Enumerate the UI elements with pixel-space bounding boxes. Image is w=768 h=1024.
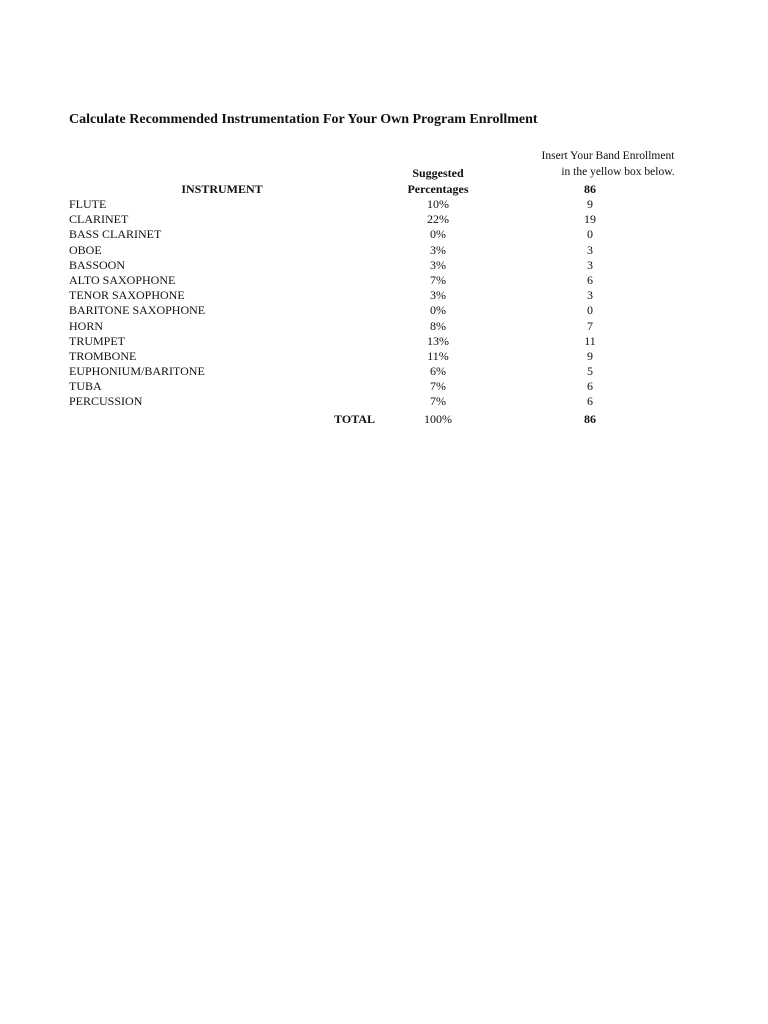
recommended-count: 9 [587,348,593,363]
total-label: TOTAL [334,412,375,426]
percentages-header: Percentages [407,182,469,196]
suggested-percentage: 3% [430,242,446,257]
table-row [0,394,768,409]
recommended-count: 0 [587,303,593,318]
instrument-name: OBOE [69,242,102,257]
table-row [0,364,768,379]
table-row [0,258,768,273]
instrument-name: TROMBONE [69,348,137,363]
page-title: Calculate Recommended Instrumentation For Your Own Program Enrollment [69,112,538,127]
suggested-percentage: 0% [430,227,446,242]
recommended-count: 7 [587,318,593,333]
table-row [0,349,768,364]
suggested-percentage: 8% [430,318,446,333]
total-count: 86 [584,412,596,426]
suggested-percentage: 7% [430,379,446,394]
table-row [0,197,768,212]
suggested-percentage: 7% [430,394,446,409]
table-row [0,227,768,242]
total-percentage: 100% [424,412,452,426]
table-row [0,288,768,303]
suggested-percentage: 3% [430,288,446,303]
instrument-table [0,197,768,410]
enrollment-note-line2: in the yellow box below. [561,166,675,178]
recommended-count: 11 [584,333,596,348]
recommended-count: 0 [587,227,593,242]
recommended-count: 5 [587,364,593,379]
recommended-count: 3 [587,257,593,272]
instrument-name: FLUTE [69,197,107,211]
suggested-percentage: 0% [430,303,446,318]
suggested-percentage: 3% [430,257,446,272]
instrument-name: BARITONE SAXOPHONE [69,303,206,318]
recommended-count: 6 [587,379,593,394]
recommended-count: 3 [587,242,593,257]
instrument-name: BASSOON [69,257,126,272]
table-row [0,303,768,318]
table-row [0,243,768,258]
enrollment-note-line1: Insert Your Band Enrollment [541,150,675,162]
instrument-header: INSTRUMENT [181,182,263,196]
suggested-percentage: 13% [427,333,449,348]
instrument-name: PERCUSSION [69,394,143,409]
instrument-name: TENOR SAXOPHONE [69,288,185,303]
table-row [0,273,768,288]
suggested-percentage: 10% [427,197,449,211]
instrument-name: CLARINET [69,212,129,227]
suggested-header: Suggested [412,166,464,180]
suggested-percentage: 11% [427,348,449,363]
recommended-count: 6 [587,394,593,409]
suggested-percentage: 6% [430,364,446,379]
instrument-name: EUPHONIUM/BARITONE [69,364,205,379]
instrument-name: ALTO SAXOPHONE [69,272,176,287]
recommended-count: 6 [587,272,593,287]
table-row [0,319,768,334]
recommended-count: 9 [587,197,593,211]
suggested-percentage: 22% [427,212,449,227]
instrument-name: HORN [69,318,104,333]
table-row [0,334,768,349]
enrollment-input[interactable]: 86 [584,182,596,196]
instrument-name: TRUMPET [69,333,126,348]
suggested-percentage: 7% [430,272,446,287]
table-row [0,379,768,394]
instrument-name: BASS CLARINET [69,227,162,242]
recommended-count: 19 [584,212,596,227]
instrument-name: TUBA [69,379,102,394]
table-row [0,212,768,227]
total-row [0,411,768,427]
recommended-count: 3 [587,288,593,303]
